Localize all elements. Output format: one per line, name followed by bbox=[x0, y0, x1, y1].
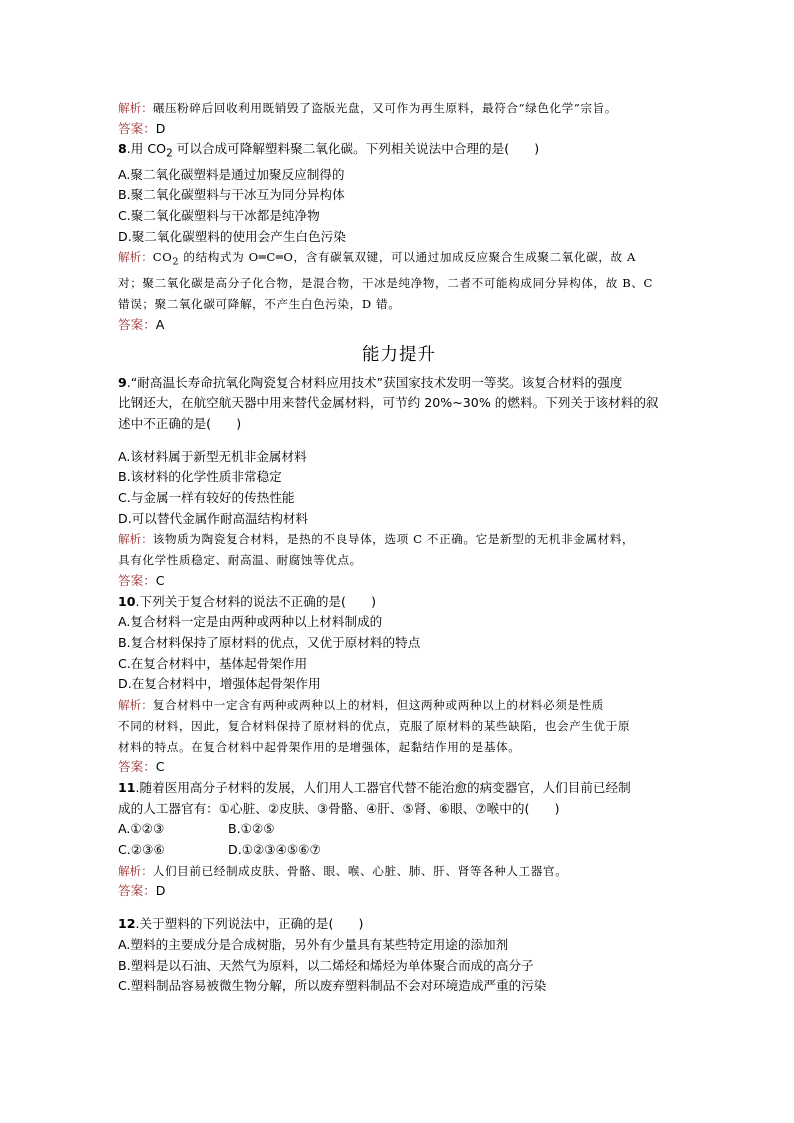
answer-top bbox=[118, 119, 680, 140]
question-9-option-b: B.该材料的化学性质非常稳定 bbox=[118, 469, 282, 485]
explanation-label: 解析： bbox=[118, 863, 153, 878]
explanation-label: 解析： bbox=[118, 250, 153, 265]
explanation-text: 碾压粉碎后回收利用既销毁了盗版光盘，又可作为再生原料，最符合“绿色化学”宗旨。 bbox=[152, 101, 618, 115]
explanation-label: 解析： bbox=[118, 101, 153, 115]
explanation-label: 解析： bbox=[118, 532, 153, 547]
explanation-top bbox=[118, 98, 680, 119]
question-9-option-c: C.与金属一样有较好的传热性能 bbox=[118, 490, 295, 506]
question-11-stem: 11.随着医用高分子材料的发展，人们用人工器官代替不能治愈的病变器官，人们目前已经制 bbox=[118, 779, 631, 795]
spacer bbox=[118, 435, 680, 447]
answer-value: D bbox=[155, 883, 166, 899]
question-11-explanation: 解析：人们目前已经制成皮肤、骨骼、眼、喉、心脏、肺、肝、肾等各种人工器官。 bbox=[118, 863, 568, 878]
question-11-answer bbox=[118, 881, 680, 902]
question-11-option-a: A.①②③ bbox=[118, 821, 165, 837]
answer-label: 答案： bbox=[118, 759, 156, 775]
question-9-stem-line3: 述中不正确的是( ) bbox=[118, 415, 242, 431]
question-10-option-c: C.在复合材料中，基体起骨架作用 bbox=[118, 655, 308, 671]
answer-value: A bbox=[155, 316, 165, 332]
question-9-option-d: D.可以替代金属作耐高温结构材料 bbox=[118, 510, 309, 526]
question-12-option-b: B.塑料是以石油、天然气为原料，以二烯烃和烯烃为单体聚合而成的高分子 bbox=[118, 957, 534, 973]
question-11-stem-line2: 成的人工器官有：①心脏、②皮肤、③骨骼、④肝、⑤肾、⑥眼、⑦喉中的( ) bbox=[118, 800, 560, 816]
question-8-option-b: B.聚二氧化碳塑料与干冰互为同分异构体 bbox=[118, 187, 345, 203]
answer-label: 答案： bbox=[118, 120, 156, 136]
question-10-stem: 10.下列关于复合材料的说法不正确的是( ) bbox=[118, 593, 377, 609]
question-number: 11 bbox=[118, 779, 136, 795]
question-8-explanation-line3: 错误；聚二氧化碳可降解，不产生白色污染，D 错。 bbox=[118, 297, 401, 312]
question-number: 12 bbox=[118, 916, 136, 932]
question-8-answer bbox=[118, 315, 680, 336]
question-10-option-a: A.复合材料一定是由两种或两种以上材料制成的 bbox=[118, 614, 383, 630]
question-12-option-c: C.塑料制品容易被微生物分解，所以废弃塑料制品不会对环境造成严重的污染 bbox=[118, 978, 547, 994]
question-11-option-d: D.①②③④⑤⑥⑦ bbox=[228, 842, 321, 858]
answer-value: C bbox=[155, 759, 165, 775]
question-11-options-ab bbox=[118, 819, 680, 840]
question-8-option-d: D.聚二氧化碳塑料的使用会产生白色污染 bbox=[118, 228, 346, 244]
section-title: 能力提升 bbox=[362, 344, 436, 365]
question-11-option-b: B.①②⑤ bbox=[228, 821, 275, 837]
answer-label: 答案： bbox=[118, 572, 156, 588]
question-8-stem: 8.用 $CO_2$ 可以合成可降解塑料聚二氧化碳。下列相关说法中合理的是( ) bbox=[118, 141, 540, 160]
question-11-option-c: C.②③⑥ bbox=[118, 842, 165, 858]
question-9-stem: 9.“耐高温长寿命抗氧化陶瓷复合材料应用技术”获国家技术发明一等奖。该复合材料的强度 bbox=[118, 374, 623, 390]
question-10-explanation-line2: 不同的材料，因此，复合材料保持了原材料的优点，克服了原材料的某些缺陷，也会产生优于原 bbox=[118, 718, 631, 733]
answer-value: C bbox=[155, 572, 165, 588]
question-8-explanation-line2: 对；聚二氧化碳是高分子化合物，是混合物，干冰是纯净物，二者不可能构成同分异构体，故 B、C bbox=[118, 276, 654, 291]
question-12-option-a: A.塑料的主要成分是合成树脂，另外有少量具有某些特定用途的添加剂 bbox=[118, 936, 509, 952]
question-number: 10 bbox=[118, 593, 136, 609]
question-10-option-d: D.在复合材料中，增强体起骨架作用 bbox=[118, 676, 321, 692]
question-11-options-cd bbox=[118, 840, 680, 861]
question-9-option-a: A.该材料属于新型无机非金属材料 bbox=[118, 448, 307, 464]
question-9-answer bbox=[118, 571, 680, 592]
question-8-option-a: A.聚二氧化碳塑料是通过加聚反应制得的 bbox=[118, 166, 345, 182]
answer-label: 答案： bbox=[118, 883, 156, 899]
question-10-explanation: 解析：复合材料中一定含有两种或两种以上的材料，但这两种或两种以上的材料必须是性质 bbox=[118, 698, 604, 713]
answer-label: 答案： bbox=[118, 316, 156, 332]
question-10-option-b: B.复合材料保持了原材料的优点，又优于原材料的特点 bbox=[118, 635, 421, 650]
question-9-explanation-line2: 具有化学性质稳定、耐高温、耐腐蚀等优点。 bbox=[118, 553, 362, 568]
question-number: 8 bbox=[118, 141, 127, 157]
question-9-stem-line2: 比钢还大，在航空航天器中用来替代金属材料，可节约 20%~30% 的燃料。下列关于该材料的叙 bbox=[118, 395, 659, 411]
spacer bbox=[118, 902, 680, 914]
answer-value: D bbox=[155, 120, 166, 136]
document-body bbox=[118, 98, 680, 997]
question-number: 9 bbox=[118, 374, 127, 390]
question-8-option-c: C.聚二氧化碳塑料与干冰都是纯净物 bbox=[118, 208, 320, 224]
question-8-explanation: 解析：$CO_2$ 的结构式为 O═C═O，含有碳氧双键，可以通过加成反应聚合生成聚二氧化碳，故 A bbox=[118, 250, 636, 268]
question-10-answer bbox=[118, 757, 680, 778]
question-9-explanation: 解析：该物质为陶瓷复合材料，是热的不良导体，选项 C 不正确。它是新型的无机非金属材料， bbox=[118, 532, 635, 547]
explanation-label: 解析： bbox=[118, 698, 153, 713]
question-10-explanation-line3: 材料的特点。在复合材料中起骨架作用的是增强体，起黏结作用的是基体。 bbox=[118, 739, 521, 754]
question-12-stem: 12.关于塑料的下列说法中，正确的是( ) bbox=[118, 916, 364, 932]
